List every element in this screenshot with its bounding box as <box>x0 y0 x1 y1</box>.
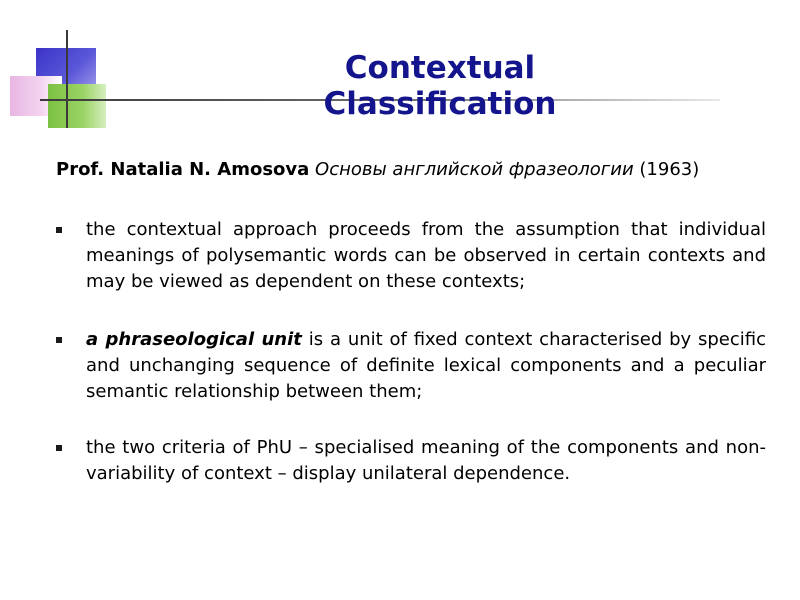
bullet-term: a phraseological unit <box>86 329 302 350</box>
decorative-green-square <box>48 84 106 128</box>
bullet-text: the two criteria of PhU – specialised meaning of the components and non-variability of context – display unilateral dependence. <box>86 437 766 484</box>
square-bullet-icon <box>56 445 62 451</box>
list-item <box>56 327 766 405</box>
list-item <box>56 217 766 295</box>
bullet-text: is a unit of fixed context characterised by specific and unchanging sequence of definite lexical components and a peculiar semantic relationship between them; <box>86 329 766 402</box>
citation <box>56 158 766 182</box>
decorative-vertical-line <box>66 30 68 128</box>
citation-author: Prof. Natalia N. Amosova <box>56 159 310 180</box>
bullet-list <box>56 217 766 487</box>
bullet-text: the contextual approach proceeds from the assumption that individual meanings of polysemantic words can be observed in certain contexts and may be viewed as dependent on these contexts; <box>86 219 766 292</box>
citation-year: (1963) <box>639 159 700 180</box>
square-bullet-icon <box>56 227 62 233</box>
list-item <box>56 435 766 487</box>
citation-book-title: Основы английской фразеологии <box>315 159 634 180</box>
square-bullet-icon <box>56 337 62 343</box>
slide-title: Contextual Classification <box>323 50 557 122</box>
